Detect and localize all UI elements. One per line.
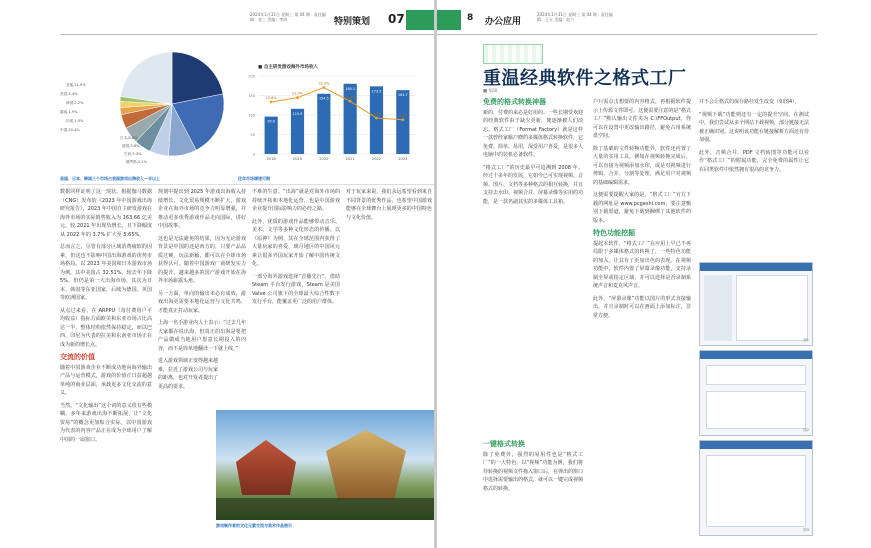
bar-value-label: 180.1	[345, 86, 356, 91]
bar-2023	[396, 90, 409, 154]
right-col1-para2: “格式工厂”的历史最早可追溯到 2008 年。经过十多年的发展，它如今已可实现视频、音频、图片、文档等多种格式的相互转换，并且支持去水印、视频合并、屏幕录像等实用的功能，是一款名副其实的多媒体工具箱。	[483, 164, 584, 205]
right-col1-para3: 除了免费外，强烈的易用性也是“格式工厂”的一大特色，以“视频”功能为例，我们将待转换的视频文件拖入窗口后，在弹出的窗口中选择需要输出的格式，就可以一键完成视频格式的转换。	[483, 451, 584, 492]
pie-chart-svg	[56, 42, 228, 170]
right-column-2	[593, 98, 691, 320]
right-section-title: 办公应用	[485, 17, 522, 27]
pie-chart	[56, 42, 228, 170]
left-page	[0, 0, 434, 548]
pie-caption: 美国、日本、韩国三个市场占我国游戏出海收入一半以上	[60, 176, 160, 181]
y-tick-label: 0	[252, 152, 255, 157]
fig3-label: 图3	[803, 528, 809, 532]
pie-slice-10	[121, 52, 172, 104]
pie-label: 其他,21.9%	[66, 83, 86, 87]
ground-shape	[216, 498, 434, 520]
pie-label: 日本,8.8%	[120, 136, 138, 140]
right-header-rule	[437, 34, 817, 35]
left-header-block	[406, 10, 434, 30]
right-header-meta: 2024年1月31日 星期三 第 04 期 · 责任编辑：王五 美编：赵六	[537, 12, 613, 22]
fig3-dialog	[706, 455, 806, 527]
growth-point	[401, 118, 404, 121]
heading-one-click: 一键格式转换	[483, 440, 525, 448]
fig1-titlebar	[700, 263, 812, 271]
bar-chart	[236, 60, 432, 172]
left-column-2	[158, 188, 246, 391]
right-col1-para1: 新的、付费的来必是好用的。一些长期受欢迎的经典软件由于缺少更新，便逐渐被人们淡忘。格式工厂（Format Factory）就是这样一款曾经家喻户晓的多媒体格式转换软件，它免费、简单、易用，深受用户喜爱，是很多人电脑中的装机必备软件。	[483, 109, 584, 158]
bar-chart-title: ■ 自主研发游戏海外市场收入	[258, 65, 318, 70]
right-col2-para3: 这便需要提醒大家的是，“格式工厂”官方下载的网址是 www.pcgeshi.com，要注意甄别下载渠道，避免下载到捆绑了其他软件的版本。	[593, 192, 691, 224]
bar-2020	[317, 94, 330, 154]
heading-free-tool: 免费的格式转换神器	[483, 98, 546, 106]
growth-point	[296, 96, 299, 99]
bar-value-label: 115.9	[292, 111, 303, 116]
right-column-1	[483, 98, 583, 206]
chart-divider	[60, 184, 434, 185]
left-col3-para2: 此外，优质的游戏作品能够带动音乐、美术、文学等多种文化形态的传播。以《原神》为例，其在全球范围内获得了大量玩家的喜爱，璃月地区的中国风元素让很多外国玩家开始了解中国传统文化。	[252, 218, 340, 267]
left-col1-para4: 随着中国游戏企业不断成功地向海外输出产品与运营模式，游戏的价值正日益超越单纯的商业层面，承载更多文化交流的意义。	[60, 364, 152, 396]
y-tick-label: 100	[248, 113, 255, 118]
pie-label: 中国,20.4%	[60, 128, 80, 132]
game-artwork-photo	[216, 410, 434, 520]
left-col1-para1: 数据同样证明了这一现状。根据伽马数据（CNG）发布的《2023 年中国游戏出海研究报告》，2023 年中国自主研发游戏在海外市场的实际销售收入为 163.66 亿美元，较 2021 年出现负增长，且下降幅度从 2022 年的 3.7% 扩大至 5.65%。	[60, 189, 152, 238]
left-col1-para3: 从点过来看，在 ARPPU（每付费用户平均收益）指标方面欧美和东亚市场占比高达一半，整体结构依然保持稳定，而以巴西、印尼为代表的拉美和东南亚市场正在成为新的增长点。	[60, 307, 152, 348]
screenshot-fig1	[699, 262, 813, 346]
y-tick-label: 200	[248, 74, 255, 79]
growth-label: -5.7%	[397, 113, 408, 118]
left-header-rule	[60, 34, 434, 35]
fig2-options	[706, 391, 806, 429]
right-col3-para2: “视频下载”功能则还有一定的提升空间。在测试中，我们尝试从多个网站下载视频，部分链接无法被正确识别。这说明该功能在链接解析方面还有待加强。	[699, 111, 810, 143]
left-section-title: 特别策划	[334, 17, 371, 27]
growth-label: 15.8%	[265, 95, 277, 100]
heading-features: 特色功能挖掘	[593, 229, 635, 237]
left-header-meta: 2024年1月31日 星期三 第 04 期 · 责任编辑：张三 美编：李四	[250, 12, 326, 22]
growth-label: 16.6%	[344, 95, 356, 100]
bar-value-label: 173.5	[371, 89, 382, 94]
right-column-3	[699, 98, 809, 174]
bar-2021	[344, 84, 357, 154]
left-col3-para4: 对于玩家来说，我们永远希望看到来自不同背景的优秀作品，也希望中国游戏能够在全球舞台上展现更多的中国特色与文化价值。	[346, 189, 432, 221]
fig3-titlebar	[700, 441, 812, 449]
bar-caption: 往年市场增速可期	[238, 176, 270, 181]
left-col2-para5: 进入游戏领域正变得越来越难，拉近了游戏公司与玩家的距离，也对开发者提出了更高的要求。	[158, 358, 219, 390]
left-col2-para2: 这也是无法避免的结果，因为无论游戏背景是中国的还是西方的，只要产品品质过硬、玩法新颖，都可以在全球市场获得认可。随着中国游戏厂商研发实力的提升，越来越多的国产游戏开始在海外市场崭露头角。	[158, 235, 246, 284]
left-col3-para3: 一部分海外游戏选择“首播先行”，借助 Steam 平台发行游戏，Steam 是美国 Valve 公司旗下的全球最大综合性数字发行平台，能覆盖更广泛的用户群体。	[252, 273, 340, 305]
fig1-sidebar	[704, 275, 732, 341]
article-title: 重温经典软件之格式工厂	[483, 68, 687, 89]
fig2-panel	[706, 365, 806, 385]
growth-label: 21.0%	[292, 91, 303, 96]
pie-label: 韩国,2.2%	[66, 101, 84, 105]
temple-shape	[326, 430, 406, 500]
growth-point	[349, 100, 352, 103]
pie-label: 美国,4.4%	[60, 92, 78, 96]
fig1-list	[736, 275, 808, 341]
pie-label: 印度,1.5%	[66, 119, 84, 123]
bar-value-label: 154.5	[318, 96, 329, 101]
bar-2022	[370, 86, 383, 154]
right-column-1-lower	[483, 440, 583, 493]
byline: ■ 编辑	[483, 89, 498, 94]
y-tick-label: 150	[248, 94, 255, 98]
right-col2-para1: 户只需点击想要的内容格式，再根据软件提示上传源文件即可，这便需要注意的是“格式工厂”默认输出文件夹为 C:\FFOutput，你可以在设置中更改输出路径，避免占用系统盘空间。	[593, 99, 691, 139]
x-tick-label: 2019	[292, 157, 303, 161]
right-header-block	[437, 10, 461, 30]
left-column-4	[346, 188, 432, 222]
left-col2-para4: 上海一名手游业内人士表示：“过去几年大家都在说出海，但真正的出海是要把产品做成当地用户愿意长期投入的内容，而不是简单地翻译一下就上线。”	[158, 320, 246, 352]
screenshot-fig2	[699, 350, 813, 436]
left-col3-para1: 不难的生意。“出海”就是对海外市场的持续开拓和本地化运营，也是中国游戏企业提升国际影响力的必经之路。	[252, 189, 340, 212]
x-tick-label: 2021	[345, 157, 355, 161]
bar-value-label: 163.7	[397, 93, 408, 98]
bar-value-label: 95.9	[267, 119, 275, 124]
growth-point	[375, 117, 378, 120]
screenshot-fig3	[699, 440, 813, 536]
fig1-label: 图1	[803, 338, 809, 342]
right-page	[437, 0, 871, 548]
pie-label: 巴西,5.3%	[124, 152, 142, 156]
left-column-3	[252, 188, 340, 307]
pavilion-shape	[236, 440, 296, 495]
right-col2-para2: 除了基础的文件转换功能外，软件还内置了大量的实用工具。例如在视频转换完成后，可以直接为视频添加水印，或是对视频进行剪辑、合并、分割等处理，满足用户对视频的基础编辑需求。	[593, 145, 691, 186]
fig2-titlebar	[700, 351, 812, 359]
x-tick-label: 2022	[371, 157, 382, 161]
x-tick-label: 2020	[319, 157, 329, 161]
left-col1-para5: 当然，“文化输出”这个词的意义很有些模糊。多年来游戏出海不断拓展，让“文化贸易”的概念更加贴合实际，以中国游戏为代表的内容产品正在成为全球用户了解中国的一扇窗口。	[60, 402, 152, 443]
growth-label: -3.7%	[371, 112, 382, 117]
section-heading: 交流的价值	[60, 353, 95, 361]
right-col3-para3: 此外，音频合并、PDF 文档转图等功能可以看作“格式工厂”的附属功能，完全免费的属性让它在同类软件中依然拥有很高的竞争力。	[699, 149, 809, 173]
left-col2-para1: 规划中提出到 2025 年游戏出海收入持续增长，文化贸易规模不断扩大，游戏企业在海外市场的竞争力明显增强，并推动更多优秀游戏作品走向国际，讲好中国故事。	[158, 189, 246, 229]
right-col2-para4: 提起本软件，“格式工厂”在应用上早已不再局限于多媒体格式的转换了，一些特色功能的加入，让其有了更加出色的表现。在视频功能中，软件内置了屏幕录像功能，支持录制全屏或指定区域，并可以选择是否录制系统声音和麦克风声音。	[593, 240, 691, 289]
left-col1-para2: 总而言之，尽管有部分区域消费疲软的因素，但这也不影响中国出海游戏的优势市场格局。以 2023 年美国和日本游戏市场为例，其中美国占 32.51%，较去年下降 5%，但仍是第一大出海市场，其次为日本、韩国等东亚国家，后续为德国、英国等欧洲国家。	[60, 244, 152, 301]
pie-label: 越南,1.9%	[60, 110, 78, 114]
growth-point	[270, 101, 273, 104]
decor-grid	[483, 44, 543, 64]
y-tick-label: 50	[250, 133, 255, 137]
pie-label: 德国,5.8%	[122, 144, 140, 148]
left-column-1	[60, 188, 152, 444]
right-col3-para1: 并不会让格式的保存路径发生改变（如图4）。	[699, 99, 800, 105]
right-page-number: 8	[467, 13, 474, 23]
x-tick-label: 2023	[398, 157, 408, 161]
growth-point	[322, 86, 325, 89]
pie-label: 俄罗斯,5.1%	[126, 160, 148, 164]
fig2-label: 图2	[803, 428, 809, 432]
left-col2-para3: 另一方面，单向的输出未必有成效，游戏出海更需要本地化运营与文化共鸣，才能真正打动玩家。	[158, 290, 246, 314]
growth-label: 33.3%	[318, 81, 330, 86]
bar-chart-svg	[236, 60, 432, 172]
left-page-number: 07	[388, 12, 405, 26]
right-col2-para5: 此外，“屏幕录像”功能以图片的形式直接输出，并且录制时可以在画面上添加标注，非常方便。	[593, 295, 691, 319]
photo-caption: 游戏制作者的文化元素交流与美术作品展示	[216, 523, 292, 528]
x-tick-label: 2018	[266, 157, 276, 161]
